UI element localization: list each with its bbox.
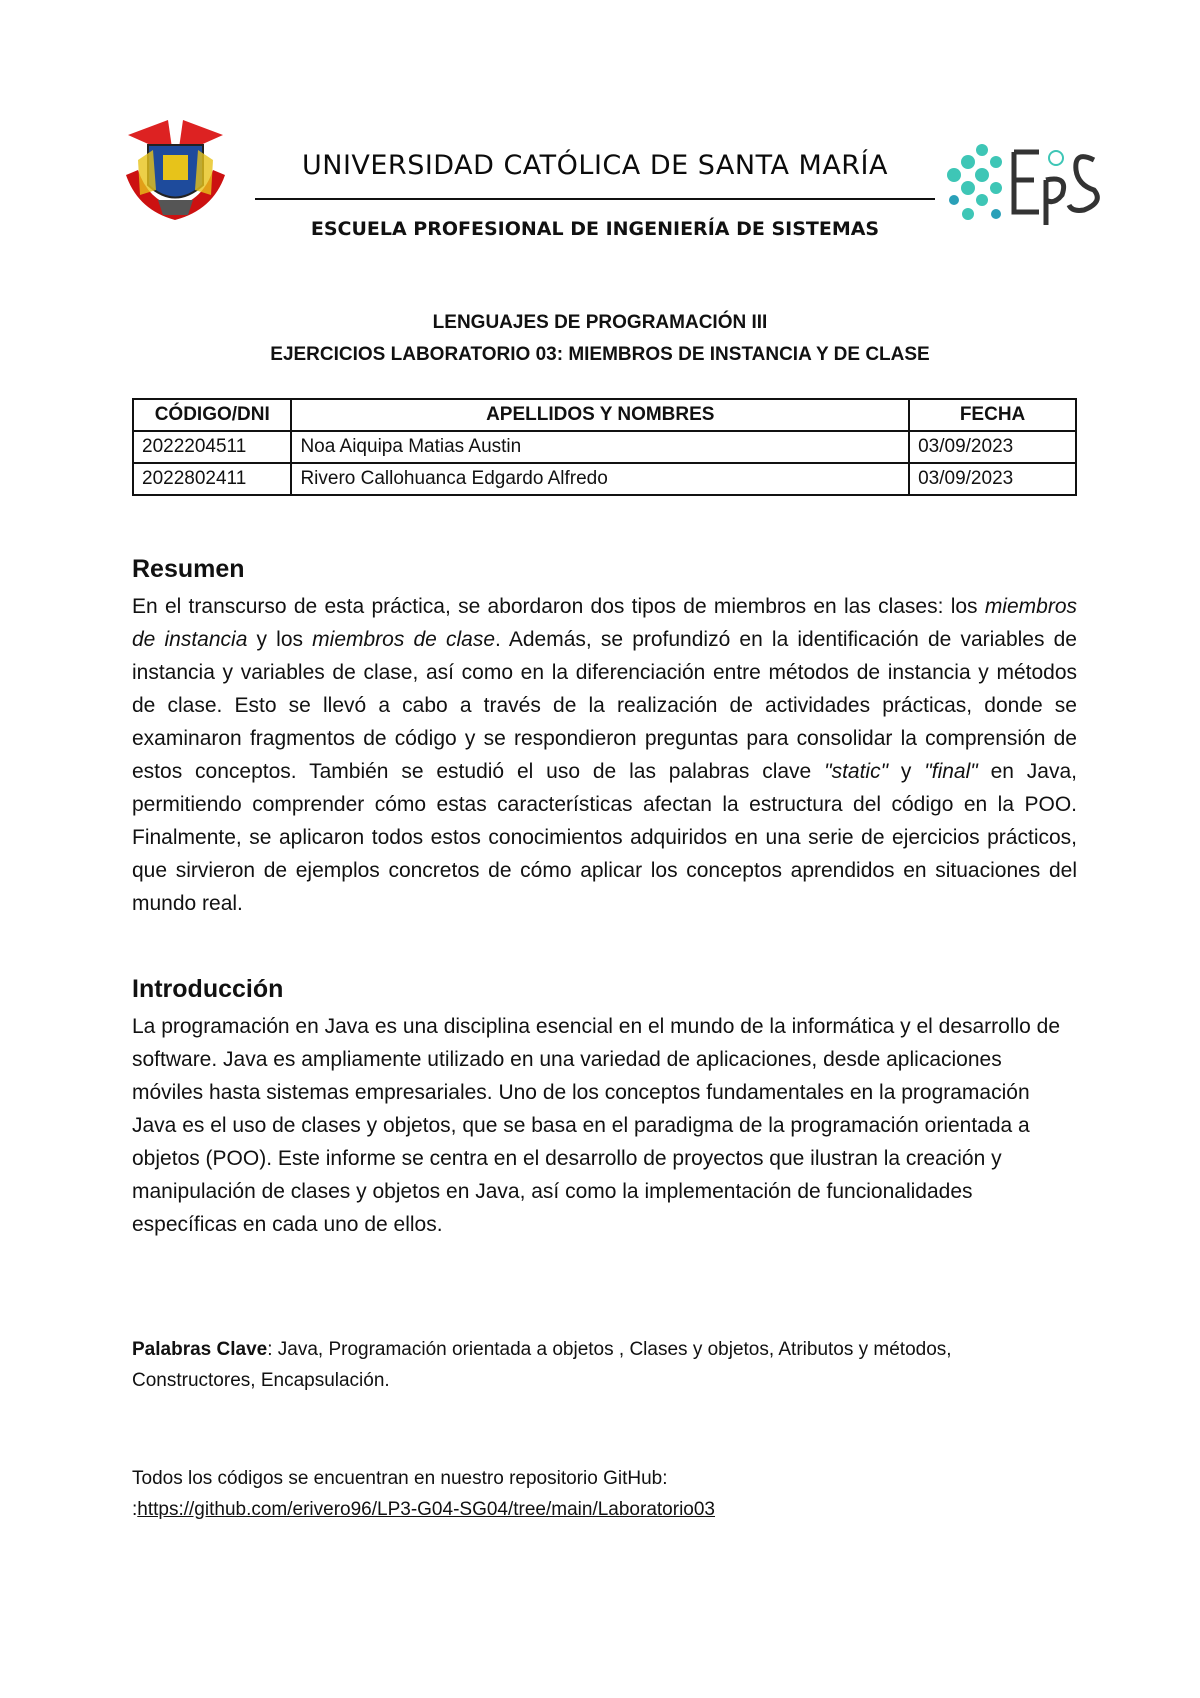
table-cell: 03/09/2023 xyxy=(909,463,1076,495)
repository-note xyxy=(132,1463,1077,1525)
keywords-label: Palabras Clave xyxy=(132,1339,268,1360)
column-header: APELLIDOS Y NOMBRES xyxy=(291,399,909,431)
students-table xyxy=(132,398,1077,496)
resumen-italic: miembros de clase xyxy=(312,628,496,651)
keywords-text: : Java, Programación orientada a objetos , Clases y objetos, Atributos y métodos, Constructores, Encapsulación. xyxy=(132,1339,952,1391)
table-row xyxy=(133,431,1076,463)
repository-link-prefix: : xyxy=(132,1499,138,1520)
resumen-text: En el transcurso de esta práctica, se abordaron dos tipos de miembros en las clases: los xyxy=(132,595,985,618)
lab-title: EJERCICIOS LABORATORIO 03: MIEMBROS DE INSTANCIA Y DE CLASE xyxy=(270,344,930,365)
keywords-paragraph xyxy=(132,1334,1077,1396)
repository-link-line xyxy=(132,1494,1077,1525)
school-title: ESCUELA PROFESIONAL DE INGENIERÍA DE SISTEMAS xyxy=(310,218,880,240)
table-header-row xyxy=(133,399,1076,431)
table-cell: Rivero Callohuanca Edgardo Alfredo xyxy=(291,463,909,495)
resumen-italic: miembros de instancia xyxy=(132,595,1077,651)
course-title: LENGUAJES DE PROGRAMACIÓN III xyxy=(432,312,768,333)
table-cell: Noa Aiquipa Matias Austin xyxy=(291,431,909,463)
introduccion-heading: Introducción xyxy=(132,975,284,1003)
document-header xyxy=(0,0,1200,260)
table-cell: 2022204511 xyxy=(133,431,291,463)
resumen-text: y los xyxy=(247,628,313,651)
repository-link[interactable]: https://github.com/erivero96/LP3-G04-SG04/tree/main/Laboratorio03 xyxy=(137,1499,715,1520)
resumen-text: en Java, permitiendo comprender cómo estas características afectan la estructura del código en la POO. Finalmente, se aplicaron todos estos conocimientos adquiridos en una serie de ejercicios prácticos, que sirvieron de ejemplos concretos de cómo aplicar los conceptos aprendidos en situaciones del mundo real. xyxy=(132,760,1077,915)
resumen-text: y xyxy=(888,760,925,783)
table-cell: 2022802411 xyxy=(133,463,291,495)
column-header: FECHA xyxy=(909,399,1076,431)
university-title: UNIVERSIDAD CATÓLICA DE SANTA MARÍA xyxy=(301,150,888,181)
table-row xyxy=(133,463,1076,495)
table-cell: 03/09/2023 xyxy=(909,431,1076,463)
repository-text: Todos los códigos se encuentran en nuestro repositorio GitHub: xyxy=(132,1468,668,1489)
resumen-paragraph xyxy=(132,590,1077,920)
column-header: CÓDIGO/DNI xyxy=(133,399,291,431)
resumen-heading: Resumen xyxy=(132,555,245,583)
eps-logo-icon xyxy=(944,140,1104,230)
title-underline xyxy=(255,198,935,200)
university-crest-icon xyxy=(118,115,233,225)
resumen-italic: "static" xyxy=(824,760,889,783)
introduccion-paragraph: La programación en Java es una disciplina esencial en el mundo de la informática y el desarrollo de software. Java es ampliamente utilizado en una variedad de aplicaciones, desde aplicaciones móviles hasta sistemas empresariales. Uno de los conceptos fundamentales en la programación Java es el uso de clases y objetos, que se basa en el paradigma de la programación orientada a objetos (POO). Este informe se centra en el desarrollo de proyectos que ilustran la creación y manipulación de clases y objetos en Java, así como la implementación de funcionalidades específicas en cada uno de ellos. xyxy=(132,1015,1061,1236)
resumen-italic: "final" xyxy=(924,760,978,783)
resumen-text: . Además, se profundizó en la identificación de variables de instancia y variables de clase, así como en la diferenciación entre métodos de instancia y métodos de clase. Esto se llevó a cabo a través de la realización de actividades prácticas, donde se examinaron fragmentos de código y se respondieron preguntas para consolidar la comprensión de estos conceptos. También se estudió el uso de las palabras clave xyxy=(132,628,1077,783)
